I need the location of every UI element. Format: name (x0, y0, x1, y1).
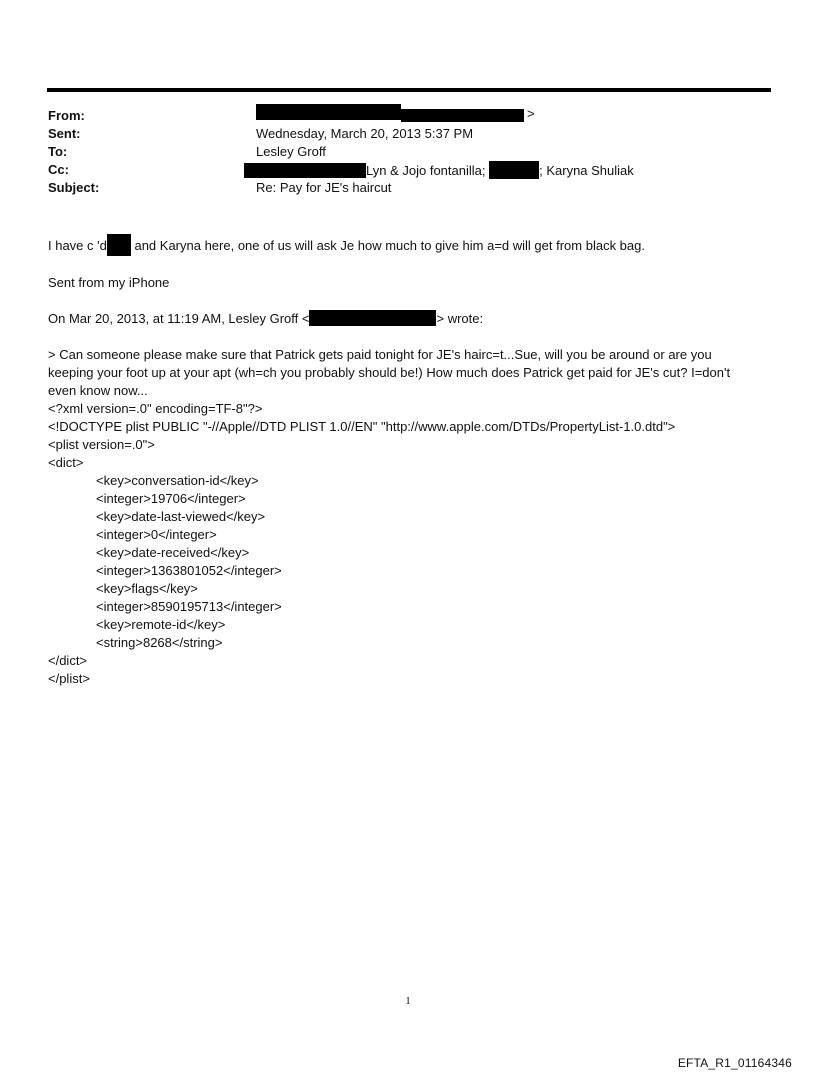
body-line-1-end: and Karyna here, one of us will ask Je how much to give him a=d will get from black bag. (130, 238, 645, 253)
plist-line: <key>flags</key> (96, 581, 198, 596)
redaction-box (489, 161, 539, 179)
from-suffix: > (527, 106, 535, 121)
plist-line: <?xml version=.0" encoding=TF-8"?> (48, 401, 263, 416)
plist-line: <key>remote-id</key> (96, 617, 226, 632)
plist-line: <key>date-received</key> (96, 545, 250, 560)
cc-part2: ; Karyna Shuliak (539, 163, 634, 178)
quoted-line-2: keeping your foot up at your apt (wh=ch you probably should be!) How much does Patrick get paid for JE's cut? I=don't (48, 365, 731, 380)
sent-value: Wednesday, March 20, 2013 5:37 PM (256, 126, 474, 141)
to-label: To: (48, 144, 68, 159)
body-line-1-start: I have c 'd (48, 238, 107, 253)
plist-line: <!DOCTYPE plist PUBLIC "-//Apple//DTD PLIST 1.0//EN" "http://www.apple.com/DTDs/PropertyList-1.0.dtd"> (48, 419, 676, 434)
cc-value (244, 161, 634, 180)
plist-line: <integer>1363801052</integer> (96, 563, 282, 578)
redaction-box (256, 104, 401, 120)
from-value (256, 104, 535, 123)
from-label: From: (48, 108, 85, 123)
plist-line: <dict> (48, 455, 84, 470)
sent-from-line: Sent from my iPhone (48, 275, 170, 290)
subject-label: Subject: (48, 180, 100, 195)
plist-line: <integer>19706</integer> (96, 491, 246, 506)
redaction-box (107, 234, 131, 256)
quoted-line-1: > Can someone please make sure that Patrick gets paid tonight for JE's hairc=t...Sue, will you be around or are you (48, 347, 712, 362)
plist-line: <plist version=.0"> (48, 437, 155, 452)
plist-line: <string>8268</string> (96, 635, 223, 650)
plist-line: <key>date-last-viewed</key> (96, 509, 266, 524)
document-id: EFTA_R1_01164346 (677, 1056, 792, 1070)
sent-label: Sent: (48, 126, 81, 141)
plist-line: <key>conversation-id</key> (96, 473, 259, 488)
to-value: Lesley Groff (256, 144, 326, 159)
plist-line: <integer>8590195713</integer> (96, 599, 282, 614)
cc-label: Cc: (48, 162, 69, 177)
plist-line: <integer>0</integer> (96, 527, 217, 542)
page-number: 1 (405, 995, 411, 1007)
header-rule (47, 88, 771, 92)
plist-line: </dict> (48, 653, 88, 668)
email-body (48, 234, 772, 688)
redaction-box (244, 163, 366, 178)
subject-value: Re: Pay for JE's haircut (256, 180, 392, 195)
quote-intro (48, 310, 772, 328)
quote-intro-end: > wrote: (436, 311, 484, 326)
body-line-1 (48, 234, 772, 256)
quote-intro-start: On Mar 20, 2013, at 11:19 AM, Lesley Groff < (48, 311, 310, 326)
redaction-box (401, 109, 524, 122)
redaction-box (309, 310, 436, 326)
quoted-line-3: even know now... (48, 383, 148, 398)
cc-part1: Lyn & Jojo fontanilla; (366, 163, 486, 178)
plist-line: </plist> (48, 671, 90, 686)
